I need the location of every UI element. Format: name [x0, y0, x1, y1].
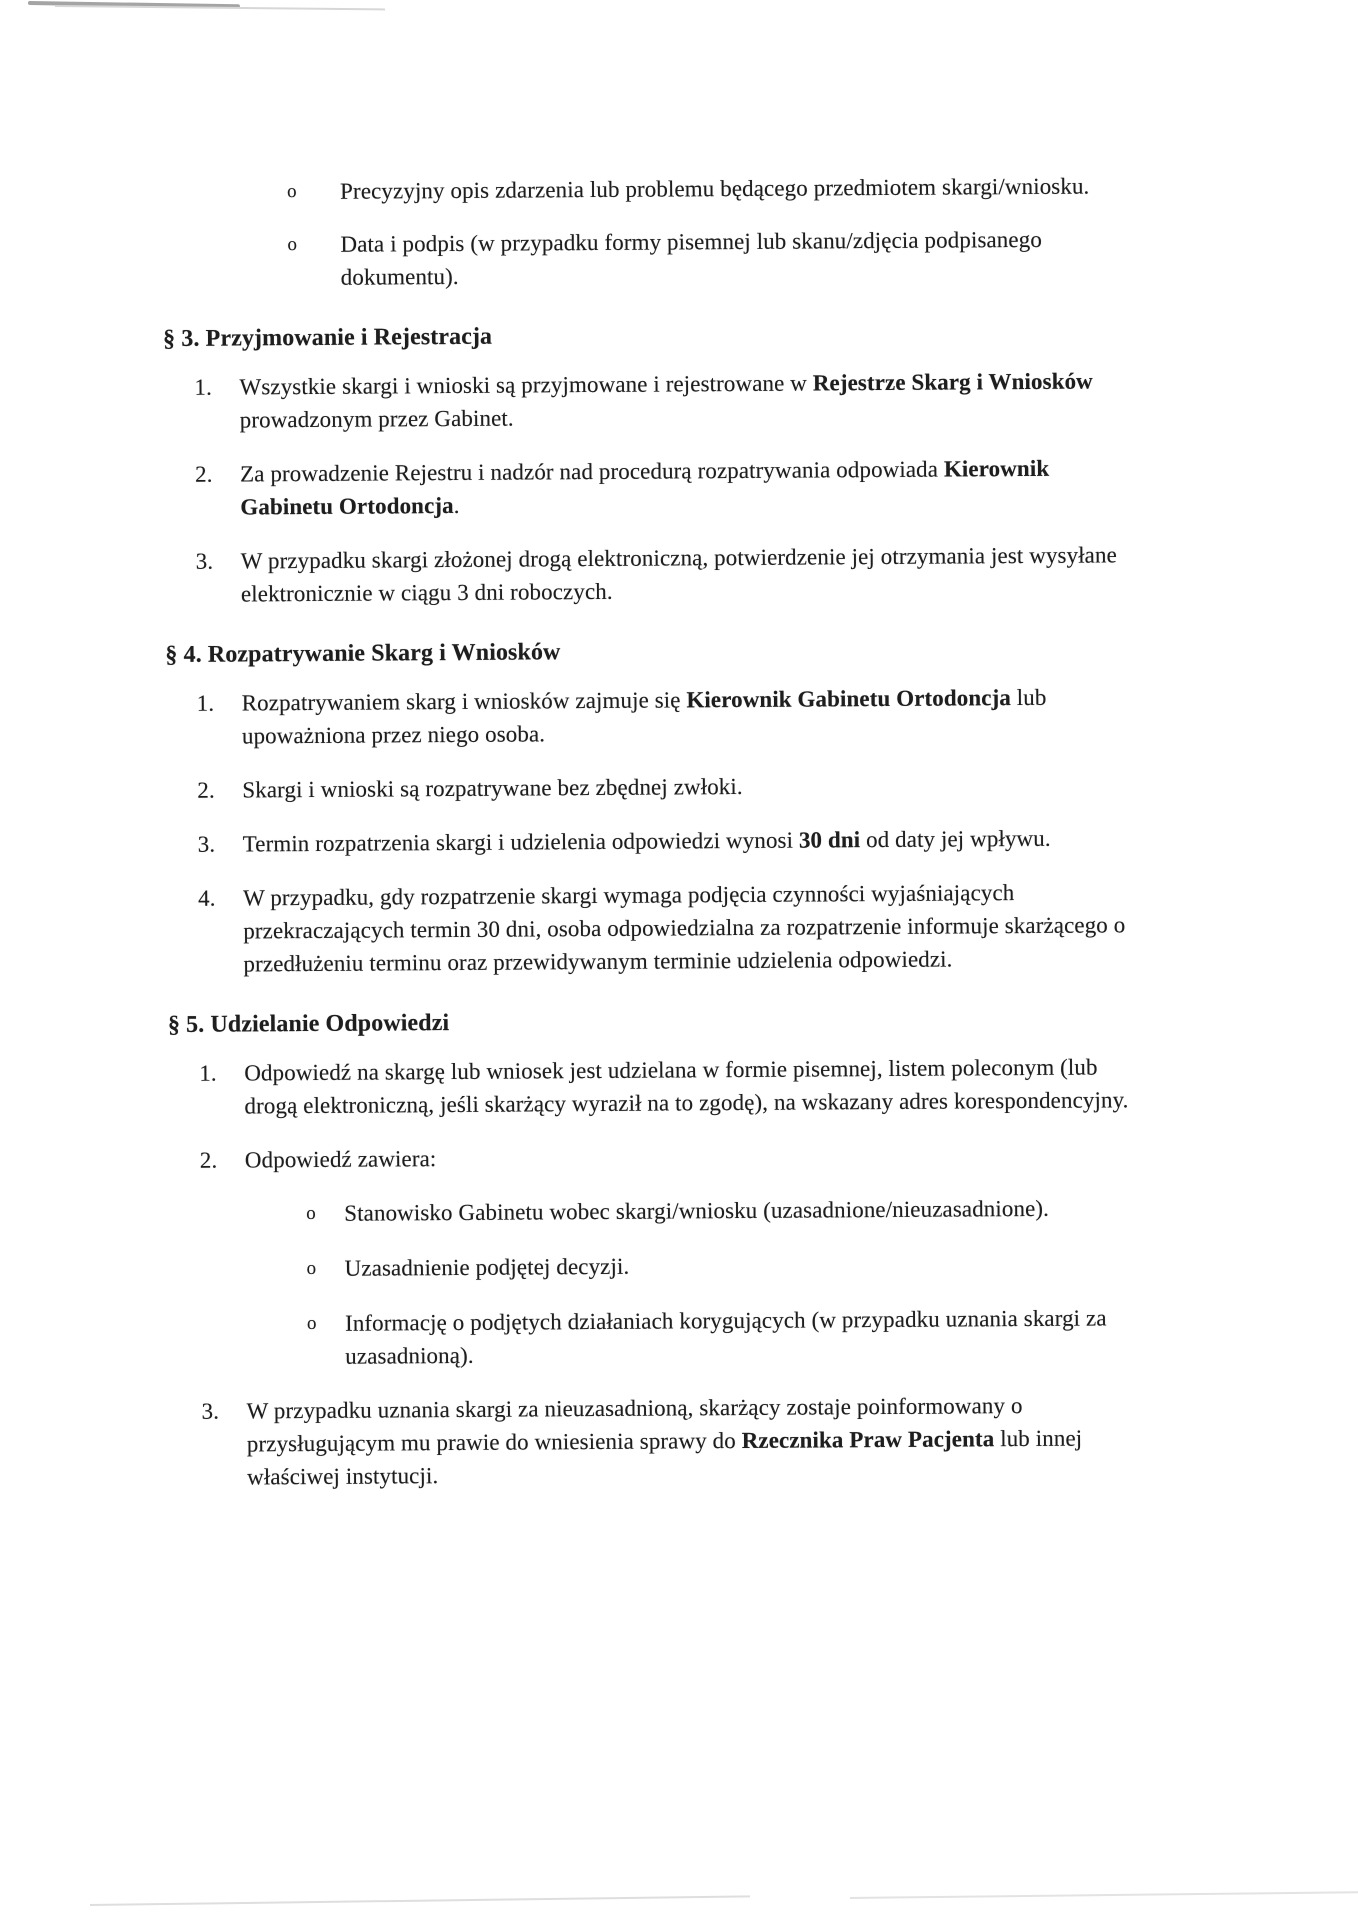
bullet-text: Precyzyjny opis zdarzenia lub problemu będącego przedmiotem skargi/wniosku. — [340, 173, 1090, 204]
bullet-text: Stanowisko Gabinetu wobec skargi/wniosku (uzasadnione/nieuzasadnione). — [344, 1195, 1050, 1226]
item-text-run: Odpowiedź zawiera: — [244, 1146, 437, 1173]
item-number: 2. — [199, 1147, 218, 1173]
numbered-item — [197, 680, 1166, 753]
item-text-run: . — [453, 492, 460, 518]
item-text-bold: Kierownik Gabinetu Ortodoncja — [240, 455, 1050, 520]
numbered-item — [198, 875, 1168, 981]
response-contents-bullet-list — [306, 1191, 1131, 1373]
section-4-heading: § 4. Rozpatrywanie Skarg i Wniosków — [165, 639, 561, 668]
item-number: 1. — [196, 690, 215, 716]
item-text-run: Termin rozpatrzenia skargi i udzielenia odpowiedzi wynosi — [242, 827, 799, 857]
item-text — [242, 680, 1127, 752]
item-text — [242, 767, 1127, 806]
bullet-marker-icon: o — [306, 1312, 317, 1335]
item-text-run: W przypadku, gdy rozpatrzenie skargi wymaga podjęcia czynności wyjaśniających przekraczających termin 30 dni, osoba odpowiedzialna za rozpatrzenie informuje skarżącego o przedłużeniu terminu oraz przewidywanym terminie udzielenia odpowiedzi. — [242, 880, 1126, 977]
scan-streak-bottom-left — [90, 1895, 750, 1906]
section-5-list — [168, 1050, 1171, 1494]
item-text — [244, 1050, 1129, 1122]
bullet-item — [287, 169, 1162, 208]
item-text-run: Skargi i wnioski są rozpatrywane bez zbędnej zwłoki. — [242, 773, 743, 803]
item-text-run: Rozpatrywaniem skarg i wniosków zajmuje się — [241, 687, 687, 716]
bullet-marker-icon: o — [287, 181, 297, 203]
item-text-run: lub upoważniona przez niego osoba. — [241, 684, 1047, 749]
item-number: 2. — [194, 461, 213, 487]
scan-streak-top-light — [55, 5, 385, 10]
numbered-item — [195, 451, 1164, 524]
section-3-list — [163, 364, 1165, 611]
numbered-item — [197, 767, 1166, 807]
section-5-heading: § 5. Udzielanie Odpowiedzi — [167, 1010, 450, 1038]
bullet-marker-icon: o — [287, 234, 298, 256]
item-text-bold: 30 dni — [798, 827, 861, 853]
bullet-text: Uzasadnienie podjętej decyzji. — [344, 1253, 630, 1281]
item-text-run: Odpowiedź na skargę lub wniosek jest udzielana w formie pisemnej, listem poleconym (lub drogą elektroniczną, jeśli skarżący wyraził na to zgodę), na wskazany adres korespondencyjny. — [244, 1054, 1129, 1119]
item-number: 1. — [194, 374, 213, 400]
item-text — [241, 538, 1126, 610]
bullet-marker-icon: o — [306, 1257, 317, 1280]
bullet-marker-icon: o — [306, 1202, 316, 1225]
item-text — [240, 451, 1125, 523]
numbered-item — [196, 538, 1165, 611]
bullet-item — [307, 1246, 1131, 1285]
numbered-item — [202, 1388, 1172, 1494]
item-text-bold: Rzecznika Praw Pacjenta — [741, 1426, 995, 1453]
item-text-run: W przypadku uznania skargi za nieuzasadnioną, skarżący zostaje poinformowany o przysługującym mu prawie do wniesienia sprawy do — [246, 1393, 1023, 1457]
document-content — [162, 169, 1171, 1515]
numbered-item — [194, 364, 1163, 437]
item-text-run: lub innej właściwej instytucji. — [246, 1425, 1083, 1490]
item-number: 3. — [201, 1398, 220, 1424]
numbered-item — [198, 821, 1167, 861]
bullet-text: Data i podpis (w przypadku formy pisemnej lub skanu/zdjęcia podpisanego dokumentu). — [340, 226, 1042, 290]
item-text — [243, 875, 1129, 980]
scan-streak-bottom-right — [850, 1891, 1358, 1899]
item-text-bold: Rejestrze Skarg i Wniosków — [812, 368, 1093, 396]
item-text-run: prowadzonym przez Gabinet. — [239, 405, 514, 433]
bullet-item — [306, 1191, 1130, 1230]
numbered-item — [200, 1137, 1171, 1374]
section-4-list — [166, 680, 1168, 981]
item-number: 4. — [197, 885, 216, 911]
bullet-text: Informację o podjętych działaniach korygujących (w przypadku uznania skargi za uzasadnioną). — [344, 1305, 1107, 1369]
item-text-run: Wszystkie skargi i wnioski są przyjmowane i rejestrowane w — [239, 370, 813, 400]
section-3-heading: § 3. Przyjmowanie i Rejestracja — [163, 323, 493, 352]
item-text — [239, 364, 1124, 436]
intro-bullet-list — [287, 169, 1163, 294]
item-text — [247, 1388, 1133, 1493]
item-text — [245, 1137, 1132, 1373]
item-text-run: Za prowadzenie Rejestru i nadzór nad procedurą rozpatrywania odpowiada — [239, 456, 944, 487]
numbered-item — [199, 1050, 1168, 1123]
bullet-item — [287, 222, 1162, 294]
bullet-item — [307, 1301, 1131, 1373]
item-text-run: W przypadku skargi złożonej drogą elektroniczną, potwierdzenie jej otrzymania jest wysyłane elektronicznie w ciągu 3 dni roboczych. — [240, 542, 1117, 607]
item-text — [243, 821, 1128, 860]
item-number: 2. — [197, 777, 215, 803]
scan-streak-top-dark — [28, 1, 240, 8]
item-number: 1. — [199, 1060, 217, 1086]
item-text-bold: Kierownik Gabinetu Ortodoncja — [686, 685, 1011, 713]
item-number: 3. — [195, 548, 214, 574]
item-text-run: od daty jej wpływu. — [860, 825, 1051, 853]
item-number: 3. — [197, 831, 216, 857]
